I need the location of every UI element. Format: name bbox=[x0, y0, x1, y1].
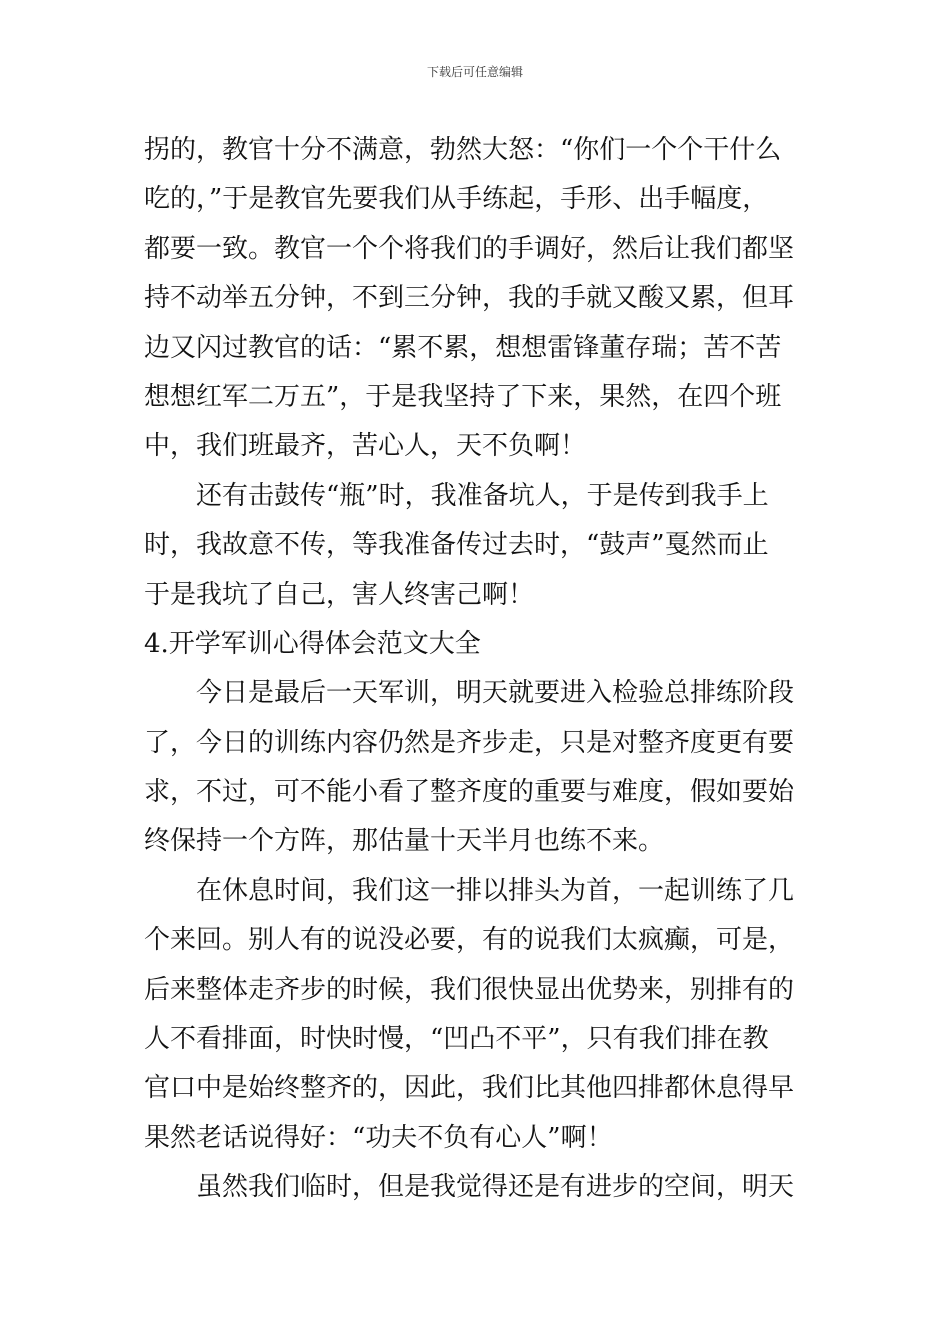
page-header: 下载后可任意编辑 bbox=[426, 65, 523, 79]
text-line: 了，今日的训练内容仍然是齐步走，只是对整齐度更有要 bbox=[144, 727, 795, 758]
text-line: 想想红军二万五”，于是我坚持了下来，果然，在四个班 bbox=[144, 381, 782, 412]
paragraph-start-line: 在休息时间，我们这一排以排头为首，一起训练了几 bbox=[196, 875, 795, 906]
text-line: 后来整体走齐步的时候，我们很快显出优势来，别排有的 bbox=[144, 974, 795, 1005]
text-line: 边又闪过教官的话：“累不累，想想雷锋董存瑞；苦不苦 bbox=[144, 332, 782, 363]
paragraph-start-line: 今日是最后一天军训，明天就要进入检验总排练阶段 bbox=[196, 678, 795, 709]
text-line: 官口中是始终整齐的，因此，我们比其他四排都休息得早 bbox=[144, 1073, 795, 1104]
paragraph-start-line: 还有击鼓传“瓶”时，我准备坑人，于是传到我手上 bbox=[196, 480, 769, 511]
text-line: 都要一致。教官一个个将我们的手调好，然后让我们都坚 bbox=[144, 233, 795, 264]
text-line: 中，我们班最齐，苦心人，天不负啊！ bbox=[144, 431, 587, 462]
text-line: 时，我故意不传，等我准备传过去时，“鼓声”戛然而止 bbox=[144, 530, 769, 561]
text-line: 求，不过，可不能小看了整齐度的重要与难度，假如要始 bbox=[144, 777, 795, 808]
text-line: 持不动举五分钟，不到三分钟，我的手就又酸又累，但耳 bbox=[144, 283, 795, 314]
text-line: 吃的，”于是教官先要我们从手练起，手形、出手幅度， bbox=[144, 184, 769, 215]
text-line: 终保持一个方阵，那估量十天半月也练不来。 bbox=[144, 826, 665, 857]
paragraph-start-line: 虽然我们临时，但是我觉得还是有进步的空间，明天 bbox=[196, 1172, 795, 1203]
text-line: 个来回。别人有的说没必要，有的说我们太疯癫，可是， bbox=[144, 925, 795, 956]
document-body bbox=[144, 126, 814, 1213]
text-line: 人不看排面，时快时慢，“凹凸不平”，只有我们排在教 bbox=[144, 1024, 769, 1055]
text-line: 于是我坑了自己，害人终害己啊！ bbox=[144, 579, 535, 610]
text-line: 果然老话说得好：“功夫不负有心人”啊！ bbox=[144, 1122, 613, 1153]
text-line: 拐的，教官十分不满意，勃然大怒：“你们一个个干什么 bbox=[144, 135, 782, 165]
section-heading: 4.开学军训心得体会范文大全 bbox=[144, 628, 481, 659]
